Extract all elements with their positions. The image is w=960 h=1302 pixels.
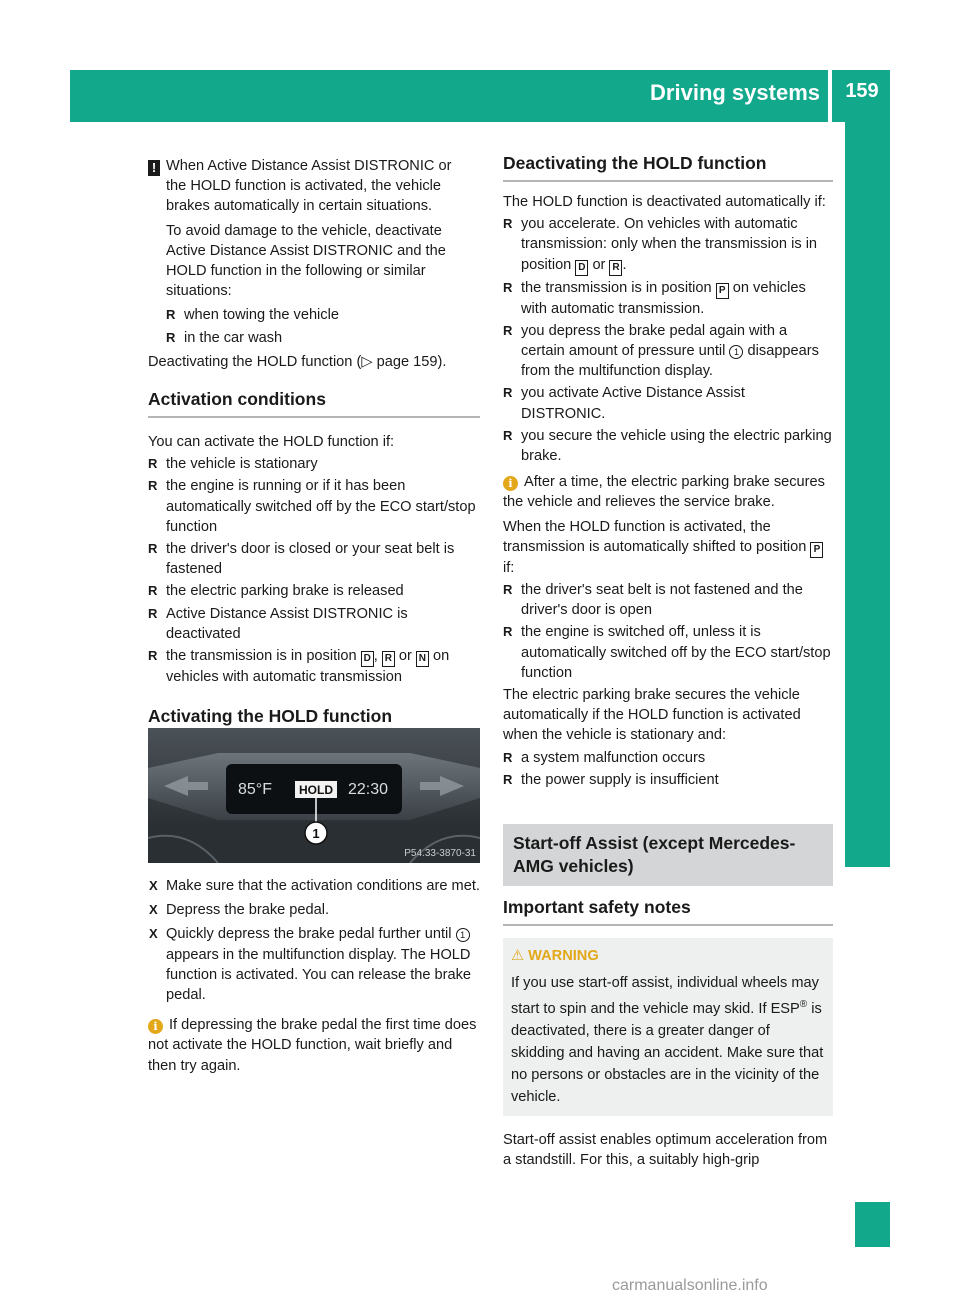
closing-paragraph: Start-off assist enables optimum acceleration from a standstill. For this, a suitably high-grip [503, 1132, 828, 1169]
dashboard-illustration [148, 728, 480, 863]
info-note: i If depressing the brake pedal the first time does not activate the HOLD function, wait briefly and then try again. [148, 1017, 477, 1074]
activating-hold-heading: Activating the HOLD function [148, 705, 480, 735]
deactivation-bullet: R you accelerate. On vehicles with automatic transmission: only when the transmission is in position D or R . [503, 214, 833, 275]
deactivating-hold-heading: Deactivating the HOLD function [503, 152, 833, 182]
activation-intro: You can activate the HOLD function if: [148, 434, 395, 451]
header-divider [828, 70, 832, 122]
chapter-title: Driving systems [650, 80, 820, 105]
callout-1-icon: 1 [456, 928, 470, 942]
left-column-lower [148, 876, 480, 1076]
gear-r-icon: R [382, 651, 395, 667]
image-code: P54.33-3870-31 [404, 848, 476, 859]
info-icon: i [503, 476, 518, 491]
activation-bullet: R the vehicle is stationary [148, 454, 480, 474]
activation-bullet: R Active Distance Assist DISTRONIC is deactivated [148, 604, 480, 644]
deactivation-reference: Deactivating the HOLD function (▷ page 159). [148, 353, 447, 370]
info-icon: i [148, 1019, 163, 1034]
shift-bullet: R the engine is switched off, unless it is automatically switched off by the ECO start/stop function [503, 622, 833, 683]
deactivation-intro: The HOLD function is deactivated automatically if: [503, 194, 826, 210]
activation-bullet-transmission: R the transmission is in position D , R or N on vehicles with automatic transmission [148, 646, 480, 687]
dashboard-photo [148, 728, 480, 863]
warning-triangle-icon: ⚠ [511, 948, 525, 965]
time-readout: 22:30 [348, 781, 389, 798]
step-item: X Quickly depress the brake pedal further until 1 appears in the multifunction display. The HOLD function is activated. You can release the brake pedal. [148, 924, 480, 1005]
callout-number: 1 [312, 826, 320, 841]
notice-bullet: R when towing the vehicle [166, 305, 480, 325]
gear-d-icon: D [361, 651, 374, 667]
deactivation-bullet: R you secure the vehicle using the electric parking brake. [503, 426, 833, 466]
info-note: i After a time, the electric parking brake secures the vehicle and relieves the service brake. [503, 474, 825, 511]
gear-p-icon: P [716, 283, 729, 299]
activation-bullet: R the engine is running or if it has been automatically switched off by the ECO start/stop function [148, 476, 480, 537]
callout-1-icon: 1 [729, 345, 743, 359]
warning-box [503, 938, 833, 1116]
hold-indicator: HOLD [299, 783, 333, 797]
gear-d-icon: D [575, 260, 588, 276]
right-column [503, 152, 833, 1171]
shift-bullet: R the driver's seat belt is not fastened and the driver's door is open [503, 580, 833, 620]
page-header [70, 70, 890, 122]
notice-line-3: brakes automatically in certain situations. [166, 198, 433, 215]
notice-line-1: ! When Active Distance Assist DISTRONIC or [148, 156, 480, 176]
side-tab-label: Driving and parking [853, 304, 882, 540]
notice-bullet: R in the car wash [166, 328, 480, 348]
watermark: carmanualsonline.info [612, 1277, 768, 1294]
step-item: X Depress the brake pedal. [148, 900, 480, 920]
activation-bullet: R the driver's door is closed or your seat belt is fastened [148, 539, 480, 579]
epb-bullet: R a system malfunction occurs [503, 748, 833, 768]
notice-line-2: the HOLD function is activated, the vehicle [166, 178, 441, 195]
warning-text: If you use start-off assist, individual wheels may start to spin and the vehicle may skid. If ESP® is deactivated, there is a greater danger of skidding and having an accident. Make sure that no persons or obstacles are in the vicinity of the vehicle. [511, 975, 824, 1106]
epb-paragraph: The electric parking brake secures the vehicle automatically if the HOLD function is activated when the vehicle is stationary and: [503, 687, 801, 744]
warning-header: ⚠ WARNING [511, 948, 599, 965]
temperature-readout: 85°F [238, 781, 272, 798]
safety-notes-heading: Important safety notes [503, 896, 833, 926]
deactivation-bullet: R the transmission is in position P on vehicles with automatic transmission. [503, 278, 833, 319]
shift-paragraph: When the HOLD function is activated, the transmission is automatically shifted to position P if: [503, 517, 833, 578]
activation-bullet: R the electric parking brake is released [148, 581, 480, 601]
step-item: X Make sure that the activation conditions are met. [148, 876, 480, 896]
gear-p-icon: P [810, 542, 823, 558]
activation-conditions-heading: Activation conditions [148, 388, 480, 418]
startoff-assist-heading: Start-off Assist (except Mercedes- AMG vehicles) [503, 824, 833, 886]
gear-n-icon: N [416, 651, 429, 667]
notice-icon: ! [148, 160, 160, 176]
corner-marker [855, 1202, 890, 1247]
epb-bullet: R the power supply is insufficient [503, 770, 833, 790]
page-number: 159 [845, 80, 879, 102]
left-column [148, 156, 480, 735]
deactivation-bullet: R you activate Active Distance Assist DISTRONIC. [503, 383, 833, 423]
side-tab [838, 292, 898, 552]
notice-paragraph: To avoid damage to the vehicle, deactivate Active Distance Assist DISTRONIC and the HOLD function in the following or similar situations: [166, 222, 446, 300]
deactivation-bullet: R you depress the brake pedal again with a certain amount of pressure until 1 disappears from the multifunction display. [503, 321, 833, 382]
gear-r-icon: R [609, 260, 622, 276]
